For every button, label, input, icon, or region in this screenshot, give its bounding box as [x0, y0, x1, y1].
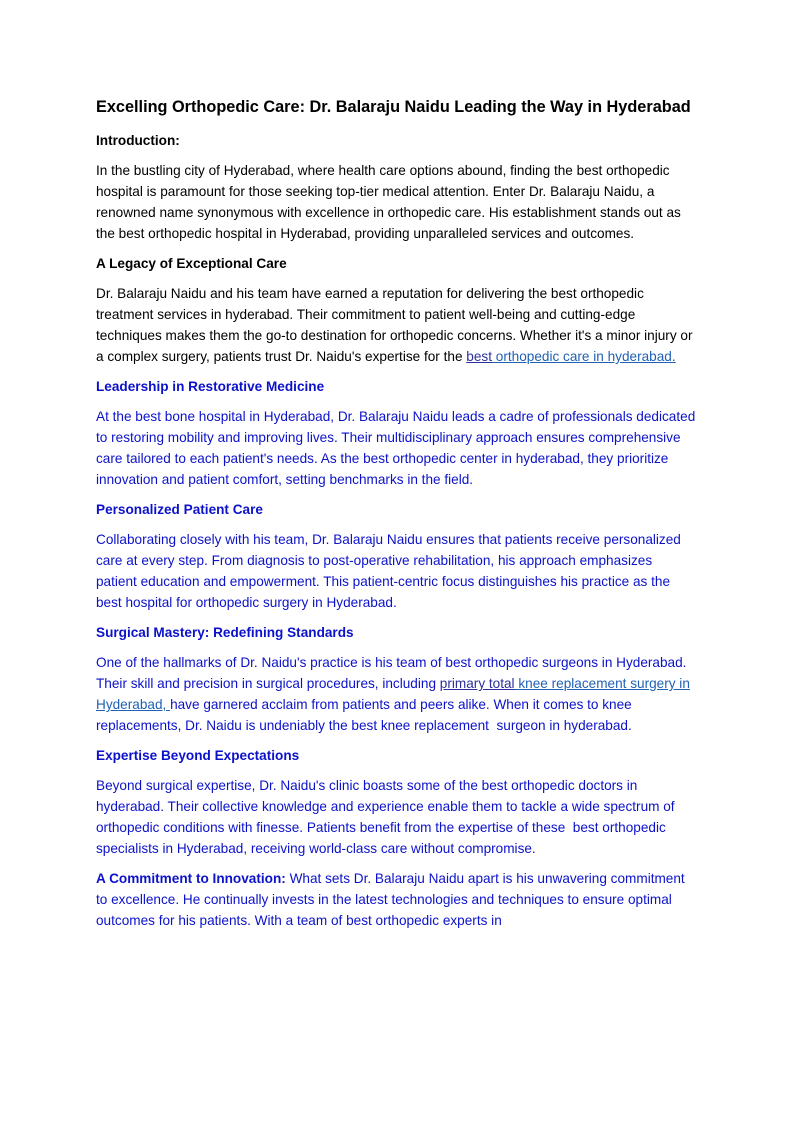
- innovation-paragraph: [96, 868, 696, 931]
- expertise-paragraph: Beyond surgical expertise, Dr. Naidu's clinic boasts some of the best orthopedic doctors in hyderabad. Their collective knowledge and experience enable them to tackle a wide spectrum of orthopedic conditions with finesse. Patients benefit from the expertise of these best orthopedic specialists in Hyderabad, receiving world-class care without compromise.: [96, 778, 675, 856]
- personalized-paragraph: Collaborating closely with his team, Dr. Balaraju Naidu ensures that patients receive personalized care at every step. From diagnosis to post-operative rehabilitation, his approach emphasizes patient education and empowerment. This patient-centric focus distinguishes his practice as the best hospital for orthopedic surgery in Hyderabad.: [96, 532, 681, 610]
- best-link[interactable]: best: [466, 349, 492, 364]
- surgical-text: One of the hallmarks of Dr. Naidu's practice is his team of best orthopedic surgeons in Hyderabad. Their skill and precision in surgical procedures, including: [96, 655, 687, 691]
- legacy-heading: A Legacy of Exceptional Care: [96, 256, 287, 271]
- expertise-heading: Expertise Beyond Expectations: [96, 748, 300, 763]
- innovation-text: What sets Dr. Balaraju Naidu apart is his unwavering commitment to excellence. He continually invests in the latest technologies and techniques to ensure optimal outcomes for his patients. With a team of best orthopedic experts in: [96, 871, 685, 928]
- page-title: Excelling Orthopedic Care: Dr. Balaraju Naidu Leading the Way in Hyderabad: [96, 98, 691, 116]
- legacy-text: Dr. Balaraju Naidu and his team have earned a reputation for delivering the best orthopedic treatment services in hyderabad. Their commitment to patient well-being and cutting-edge techniques makes them the go-to destination for orthopedic concerns. Whether it's a minor injury or a complex surgery, patients trust Dr. Naidu's expertise for the: [96, 286, 693, 364]
- leadership-paragraph: At the best bone hospital in Hyderabad, Dr. Balaraju Naidu leads a cadre of professionals dedicated to restoring mobility and improving lives. Their multidisciplinary approach ensures comprehensive care tailored to each patient's needs. As the best orthopedic center in hyderabad, they prioritize innovation and patient comfort, setting benchmarks in the field.: [96, 409, 696, 487]
- document-page: [96, 96, 696, 940]
- intro-paragraph: In the bustling city of Hyderabad, where health care options abound, finding the best orthopedic hospital is paramount for those seeking top-tier medical attention. Enter Dr. Balaraju Naidu, a renowned name synonymous with excellence in orthopedic care. His establishment stands out as the best orthopedic hospital in Hyderabad, providing unparalleled services and outcomes.: [96, 163, 681, 241]
- primary-total-link[interactable]: primary total: [439, 676, 515, 691]
- knee-replacement-link[interactable]: knee replacement surgery in Hyderabad,: [96, 676, 690, 712]
- surgical-heading: Surgical Mastery: Redefining Standards: [96, 625, 354, 640]
- innovation-heading: A Commitment to Innovation:: [96, 871, 286, 886]
- leadership-heading: Leadership in Restorative Medicine: [96, 379, 325, 394]
- personalized-heading: Personalized Patient Care: [96, 502, 263, 517]
- intro-heading: Introduction:: [96, 133, 180, 148]
- legacy-paragraph: [96, 283, 696, 367]
- surgical-text-after: have garnered acclaim from patients and peers alike. When it comes to knee replacements, Dr. Naidu is undeniably the best knee replacement surgeon in hyderabad.: [96, 697, 632, 733]
- surgical-paragraph: [96, 652, 696, 736]
- orthopedic-care-link[interactable]: orthopedic care in hyderabad.: [492, 349, 676, 364]
